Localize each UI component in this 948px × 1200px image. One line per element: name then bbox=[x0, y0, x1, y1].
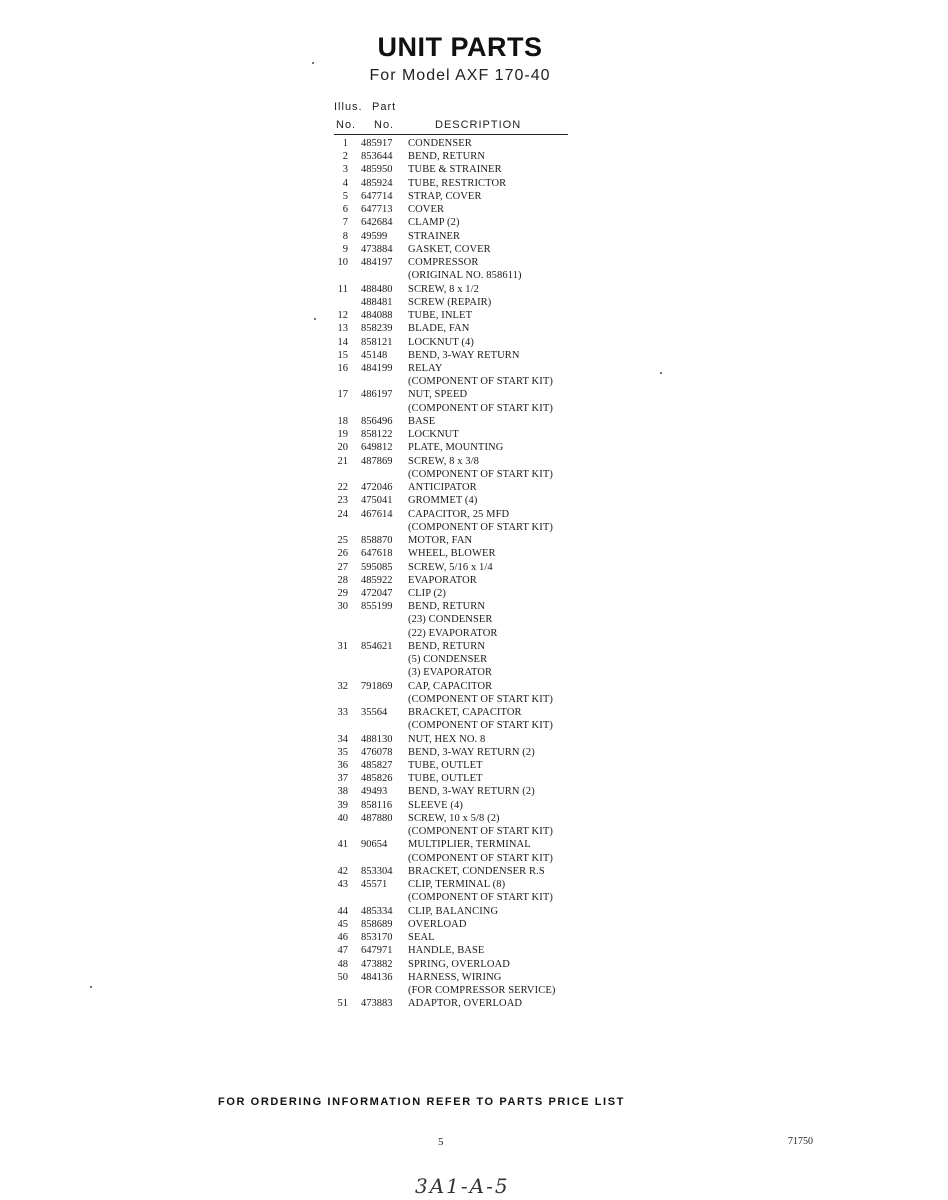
part-no: 35564 bbox=[361, 707, 388, 719]
part-description: CLIP (2) bbox=[408, 587, 447, 599]
table-row bbox=[334, 825, 574, 838]
part-no: 858122 bbox=[361, 429, 393, 441]
table-row bbox=[334, 230, 574, 243]
illus-no: 8 bbox=[342, 230, 348, 242]
table-row bbox=[334, 309, 574, 322]
part-description: LOCKNUT bbox=[408, 429, 459, 441]
part-description: SCREW, 8 x 1/2 bbox=[408, 283, 480, 295]
part-description: TUBE, RESTRICTOR bbox=[408, 177, 507, 189]
illus-no: 7 bbox=[342, 217, 348, 229]
illus-no: 6 bbox=[342, 204, 348, 216]
illus-no: 30 bbox=[337, 601, 348, 613]
table-row bbox=[334, 521, 574, 534]
illus-no: 25 bbox=[337, 535, 348, 547]
table-row bbox=[334, 283, 574, 296]
table-row bbox=[334, 574, 574, 587]
part-description: TUBE, INLET bbox=[408, 310, 473, 322]
part-no: 484197 bbox=[361, 257, 393, 269]
table-row bbox=[334, 799, 574, 812]
part-description: (COMPONENT OF START KIT) bbox=[408, 826, 553, 838]
table-row bbox=[334, 137, 574, 150]
part-no: 45148 bbox=[361, 349, 388, 361]
part-no: 854621 bbox=[361, 640, 393, 652]
part-description: COMPRESSOR bbox=[408, 257, 479, 269]
part-no: 485827 bbox=[361, 760, 393, 772]
part-description: (COMPONENT OF START KIT) bbox=[408, 720, 553, 732]
part-description: BEND, RETURN bbox=[408, 640, 486, 652]
illus-no: 24 bbox=[337, 508, 348, 520]
table-row bbox=[334, 587, 574, 600]
part-description: EVAPORATOR bbox=[408, 574, 477, 586]
part-description: COVER bbox=[408, 204, 445, 216]
scan-speck bbox=[90, 986, 92, 988]
part-description: BEND, RETURN bbox=[408, 151, 486, 163]
illus-no: 19 bbox=[337, 429, 348, 441]
part-description: STRAINER bbox=[408, 230, 461, 242]
part-no: 853644 bbox=[361, 151, 393, 163]
table-row bbox=[334, 441, 574, 454]
illus-no: 5 bbox=[342, 190, 348, 202]
handwritten-note: 3A1-A-5 bbox=[415, 1174, 510, 1198]
illus-no: 38 bbox=[337, 786, 348, 798]
part-no: 856496 bbox=[361, 415, 393, 427]
part-description: GROMMET (4) bbox=[408, 495, 478, 507]
part-description: NUT, HEX NO. 8 bbox=[408, 733, 486, 745]
part-description: CLAMP (2) bbox=[408, 217, 460, 229]
table-row bbox=[334, 640, 574, 653]
part-description: TUBE, OUTLET bbox=[408, 773, 483, 785]
part-no: 858121 bbox=[361, 336, 393, 348]
part-no: 473884 bbox=[361, 243, 393, 255]
part-no: 475041 bbox=[361, 495, 393, 507]
table-row bbox=[334, 190, 574, 203]
part-description: ANTICIPATOR bbox=[408, 482, 477, 494]
illus-no: 21 bbox=[337, 455, 348, 467]
page-number: 5 bbox=[438, 1136, 444, 1148]
document-number: 71750 bbox=[788, 1136, 813, 1147]
table-row bbox=[334, 402, 574, 415]
illus-no: 27 bbox=[337, 561, 348, 573]
table-row bbox=[334, 891, 574, 904]
part-no: 49493 bbox=[361, 786, 388, 798]
part-no: 487880 bbox=[361, 812, 393, 824]
part-description: SCREW (REPAIR) bbox=[408, 296, 492, 308]
part-description: SPRING, OVERLOAD bbox=[408, 958, 510, 970]
illus-no: 42 bbox=[337, 865, 348, 877]
part-no: 649812 bbox=[361, 442, 393, 454]
part-description: (COMPONENT OF START KIT) bbox=[408, 376, 553, 388]
scan-speck bbox=[312, 62, 314, 64]
part-no: 855199 bbox=[361, 601, 393, 613]
table-row bbox=[334, 944, 574, 957]
part-description: MULTIPLIER, TERMINAL bbox=[408, 839, 531, 851]
illus-no: 4 bbox=[342, 177, 348, 189]
table-row bbox=[334, 759, 574, 772]
table-row bbox=[334, 997, 574, 1010]
part-description: MOTOR, FAN bbox=[408, 535, 473, 547]
header-part-no: No. bbox=[374, 119, 395, 131]
table-row bbox=[334, 150, 574, 163]
illus-no: 26 bbox=[337, 548, 348, 560]
illus-no: 51 bbox=[337, 998, 348, 1010]
part-description: CAPACITOR, 25 MFD bbox=[408, 508, 510, 520]
part-description: CLIP, BALANCING bbox=[408, 905, 499, 917]
table-row bbox=[334, 163, 574, 176]
table-row bbox=[334, 613, 574, 626]
part-no: 485950 bbox=[361, 164, 393, 176]
table-row bbox=[334, 415, 574, 428]
header-illus: Illus. bbox=[334, 101, 363, 113]
table-row bbox=[334, 653, 574, 666]
part-description: SLEEVE (4) bbox=[408, 799, 463, 811]
part-description: (COMPONENT OF START KIT) bbox=[408, 468, 553, 480]
table-row bbox=[334, 428, 574, 441]
illus-no: 23 bbox=[337, 495, 348, 507]
part-description: BEND, 3-WAY RETURN (2) bbox=[408, 786, 535, 798]
table-row bbox=[334, 905, 574, 918]
illus-no: 18 bbox=[337, 415, 348, 427]
part-description: TUBE & STRAINER bbox=[408, 164, 502, 176]
table-row bbox=[334, 785, 574, 798]
illus-no: 35 bbox=[337, 746, 348, 758]
table-row bbox=[334, 706, 574, 719]
part-description: LOCKNUT (4) bbox=[408, 336, 474, 348]
part-description: STRAP, COVER bbox=[408, 190, 482, 202]
table-row bbox=[334, 256, 574, 269]
illus-no: 32 bbox=[337, 680, 348, 692]
part-no: 473883 bbox=[361, 998, 393, 1010]
illus-no: 10 bbox=[337, 257, 348, 269]
part-description: (3) EVAPORATOR bbox=[408, 667, 493, 679]
header-no: No. bbox=[336, 119, 357, 131]
illus-no: 2 bbox=[342, 151, 348, 163]
table-row bbox=[334, 534, 574, 547]
table-row bbox=[334, 878, 574, 891]
part-no: 642684 bbox=[361, 217, 393, 229]
part-description: GASKET, COVER bbox=[408, 243, 491, 255]
table-row bbox=[334, 931, 574, 944]
part-no: 647971 bbox=[361, 945, 393, 957]
part-no: 485917 bbox=[361, 138, 393, 149]
part-no: 647713 bbox=[361, 204, 393, 216]
part-description: BEND, 3-WAY RETURN (2) bbox=[408, 746, 535, 758]
illus-no: 28 bbox=[337, 574, 348, 586]
illus-no: 16 bbox=[337, 362, 348, 374]
table-row bbox=[334, 971, 574, 984]
part-no: 858689 bbox=[361, 918, 393, 930]
part-no: 858116 bbox=[361, 799, 393, 811]
part-description: CLIP, TERMINAL (8) bbox=[408, 879, 506, 891]
part-description: (FOR COMPRESSOR SERVICE) bbox=[408, 985, 556, 996]
illus-no: 11 bbox=[337, 283, 348, 295]
illus-no: 46 bbox=[337, 932, 348, 944]
part-no: 488480 bbox=[361, 283, 393, 295]
part-no: 647714 bbox=[361, 190, 393, 202]
table-row bbox=[334, 269, 574, 282]
scan-speck bbox=[660, 372, 662, 374]
parts-table bbox=[334, 137, 574, 1010]
part-description: CONDENSER bbox=[408, 138, 472, 149]
illus-no: 29 bbox=[337, 587, 348, 599]
header-rule bbox=[334, 134, 568, 135]
part-description: CAP, CAPACITOR bbox=[408, 680, 493, 692]
illus-no: 37 bbox=[337, 773, 348, 785]
part-description: SCREW, 5/16 x 1/4 bbox=[408, 561, 493, 573]
illus-no: 9 bbox=[342, 243, 348, 255]
illus-no: 43 bbox=[337, 879, 348, 891]
table-row bbox=[334, 918, 574, 931]
part-description: (COMPONENT OF START KIT) bbox=[408, 402, 553, 414]
table-row bbox=[334, 468, 574, 481]
part-description: (COMPONENT OF START KIT) bbox=[408, 693, 553, 705]
illus-no: 14 bbox=[337, 336, 348, 348]
scan-speck bbox=[314, 318, 316, 320]
illus-no: 41 bbox=[337, 839, 348, 851]
part-no: 647618 bbox=[361, 548, 393, 560]
illus-no: 39 bbox=[337, 799, 348, 811]
part-no: 484136 bbox=[361, 971, 393, 983]
model-subtitle: For Model AXF 170-40 bbox=[369, 67, 551, 84]
part-description: BRACKET, CAPACITOR bbox=[408, 707, 522, 719]
part-no: 90654 bbox=[361, 839, 388, 851]
part-no: 484199 bbox=[361, 362, 393, 374]
table-row bbox=[334, 322, 574, 335]
table-row bbox=[334, 627, 574, 640]
table-row bbox=[334, 375, 574, 388]
illus-no: 33 bbox=[337, 707, 348, 719]
illus-no: 31 bbox=[337, 640, 348, 652]
part-no: 485334 bbox=[361, 905, 393, 917]
part-description: (COMPONENT OF START KIT) bbox=[408, 892, 553, 904]
part-no: 472047 bbox=[361, 587, 393, 599]
part-no: 476078 bbox=[361, 746, 393, 758]
part-no: 486197 bbox=[361, 389, 393, 401]
part-description: NUT, SPEED bbox=[408, 389, 468, 401]
part-no: 853304 bbox=[361, 865, 393, 877]
part-no: 791869 bbox=[361, 680, 393, 692]
illus-no: 20 bbox=[337, 442, 348, 454]
part-no: 473882 bbox=[361, 958, 393, 970]
table-row bbox=[334, 852, 574, 865]
table-row bbox=[334, 203, 574, 216]
part-description: TUBE, OUTLET bbox=[408, 760, 483, 772]
illus-no: 36 bbox=[337, 760, 348, 772]
illus-no: 48 bbox=[337, 958, 348, 970]
part-description: RELAY bbox=[408, 362, 443, 374]
table-row bbox=[334, 349, 574, 362]
header-part: Part bbox=[372, 101, 397, 113]
illus-no: 1 bbox=[342, 138, 348, 149]
part-no: 853170 bbox=[361, 932, 393, 944]
part-description: SEAL bbox=[408, 932, 435, 944]
table-row bbox=[334, 693, 574, 706]
illus-no: 13 bbox=[337, 323, 348, 335]
part-description: (22) EVAPORATOR bbox=[408, 627, 498, 639]
table-row bbox=[334, 296, 574, 309]
part-no: 472046 bbox=[361, 482, 393, 494]
part-no: 485826 bbox=[361, 773, 393, 785]
table-row bbox=[334, 719, 574, 732]
part-description: WHEEL, BLOWER bbox=[408, 548, 496, 560]
table-row bbox=[334, 508, 574, 521]
part-description: SCREW, 8 x 3/8 bbox=[408, 455, 480, 467]
table-row bbox=[334, 336, 574, 349]
table-row bbox=[334, 243, 574, 256]
part-description: ADAPTOR, OVERLOAD bbox=[408, 998, 523, 1010]
table-row bbox=[334, 561, 574, 574]
illus-no: 17 bbox=[337, 389, 348, 401]
page-title: UNIT PARTS bbox=[377, 32, 543, 62]
illus-no: 47 bbox=[337, 945, 348, 957]
part-no: 485922 bbox=[361, 574, 393, 586]
part-description: PLATE, MOUNTING bbox=[408, 442, 504, 454]
table-row bbox=[334, 216, 574, 229]
part-description: (5) CONDENSER bbox=[408, 654, 488, 666]
part-no: 858239 bbox=[361, 323, 393, 335]
part-no: 488130 bbox=[361, 733, 393, 745]
illus-no: 44 bbox=[337, 905, 348, 917]
ordering-note: FOR ORDERING INFORMATION REFER TO PARTS PRICE LIST bbox=[218, 1096, 625, 1108]
illus-no: 45 bbox=[337, 918, 348, 930]
table-row bbox=[334, 494, 574, 507]
table-row bbox=[334, 600, 574, 613]
illus-no: 40 bbox=[337, 812, 348, 824]
part-description: HARNESS, WIRING bbox=[408, 971, 502, 983]
part-no: 488481 bbox=[361, 296, 393, 308]
part-no: 49599 bbox=[361, 230, 388, 242]
table-row bbox=[334, 746, 574, 759]
part-description: (COMPONENT OF START KIT) bbox=[408, 852, 553, 864]
illus-no: 22 bbox=[337, 482, 348, 494]
part-description: OVERLOAD bbox=[408, 918, 467, 930]
table-row bbox=[334, 481, 574, 494]
part-description: (23) CONDENSER bbox=[408, 614, 493, 626]
illus-no: 12 bbox=[337, 310, 348, 322]
table-row bbox=[334, 838, 574, 851]
part-no: 595085 bbox=[361, 561, 393, 573]
table-row bbox=[334, 362, 574, 375]
part-description: BRACKET, CONDENSER R.S bbox=[408, 865, 545, 877]
table-row bbox=[334, 958, 574, 971]
table-row bbox=[334, 547, 574, 560]
table-row bbox=[334, 680, 574, 693]
header-description: DESCRIPTION bbox=[435, 119, 522, 131]
part-description: BEND, RETURN bbox=[408, 601, 486, 613]
table-row bbox=[334, 772, 574, 785]
part-description: (ORIGINAL NO. 858611) bbox=[408, 270, 522, 282]
part-description: BASE bbox=[408, 415, 436, 427]
table-row bbox=[334, 455, 574, 468]
part-no: 485924 bbox=[361, 177, 393, 189]
part-no: 858870 bbox=[361, 535, 393, 547]
part-no: 467614 bbox=[361, 508, 393, 520]
table-row bbox=[334, 666, 574, 679]
table-row bbox=[334, 388, 574, 401]
part-no: 487869 bbox=[361, 455, 393, 467]
illus-no: 34 bbox=[337, 733, 348, 745]
part-description: BLADE, FAN bbox=[408, 323, 470, 335]
illus-no: 3 bbox=[342, 164, 348, 176]
table-row bbox=[334, 733, 574, 746]
table-row bbox=[334, 984, 574, 997]
part-description: (COMPONENT OF START KIT) bbox=[408, 521, 553, 533]
illus-no: 50 bbox=[337, 971, 348, 983]
part-description: SCREW, 10 x 5/8 (2) bbox=[408, 812, 500, 824]
part-no: 45571 bbox=[361, 879, 388, 891]
part-no: 484088 bbox=[361, 310, 393, 322]
table-row bbox=[334, 812, 574, 825]
table-row bbox=[334, 177, 574, 190]
illus-no: 15 bbox=[337, 349, 348, 361]
table-row bbox=[334, 865, 574, 878]
part-description: HANDLE, BASE bbox=[408, 945, 485, 957]
part-description: BEND, 3-WAY RETURN bbox=[408, 349, 520, 361]
